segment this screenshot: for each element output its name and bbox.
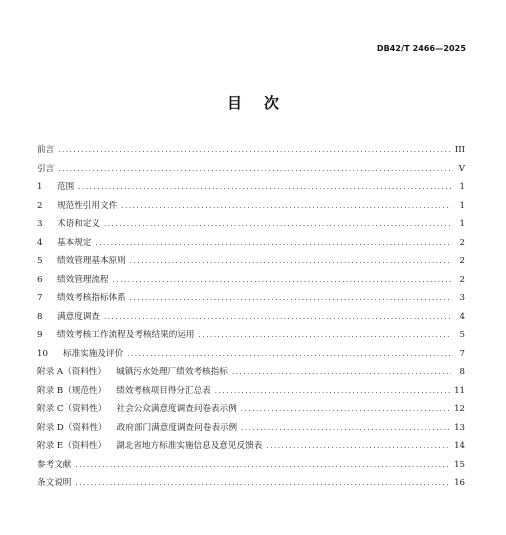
toc-dot-leader bbox=[130, 289, 451, 308]
toc-dot-leader bbox=[127, 345, 451, 364]
toc-dot-leader bbox=[215, 382, 450, 401]
toc-title-char-2: 次 bbox=[264, 94, 280, 112]
toc-entry-label: 绩效管理流程 bbox=[57, 274, 109, 285]
toc-entry-appendix-d[interactable] bbox=[37, 419, 465, 438]
toc-dot-leader bbox=[58, 141, 451, 160]
toc-entry-label: 术语和定义 bbox=[57, 219, 100, 229]
toc-dot-leader bbox=[241, 400, 450, 419]
toc-dot-leader bbox=[241, 419, 450, 438]
toc-entry-appendix-a[interactable] bbox=[37, 363, 465, 382]
toc-entry-page: 15 bbox=[454, 459, 465, 470]
toc-entry-number: 9 bbox=[37, 330, 43, 340]
toc-appendix-prefix: 附录 C（资料性） bbox=[37, 404, 107, 414]
toc-dot-leader bbox=[58, 160, 451, 179]
toc-dot-leader bbox=[232, 363, 451, 382]
toc-entry-number: 8 bbox=[37, 311, 43, 322]
toc-entry-label: 条文说明 bbox=[37, 478, 72, 488]
toc-entry-chapter-6[interactable] bbox=[37, 271, 465, 290]
toc-entry-page: 14 bbox=[454, 441, 465, 451]
toc-title-char-1: 目 bbox=[226, 94, 242, 112]
toc-entry-label: 政府部门满意度调查问卷表示例 bbox=[116, 422, 238, 433]
toc-entry-label: 绩效考核工作流程及考核结果的运用 bbox=[57, 330, 195, 340]
toc-entry-page: 16 bbox=[454, 478, 465, 488]
toc-entry-label: 范围 bbox=[57, 182, 75, 192]
toc-entry-foreword[interactable] bbox=[37, 141, 465, 160]
toc-entry-chapter-3[interactable] bbox=[37, 215, 465, 234]
toc-entry-appendix-c[interactable] bbox=[37, 400, 465, 419]
toc-dot-leader bbox=[78, 178, 451, 197]
toc-entry-page: 1 bbox=[459, 200, 465, 211]
toc-appendix-prefix: 附录 E（资料性） bbox=[37, 441, 107, 451]
toc-dot-leader bbox=[104, 215, 451, 234]
toc-dot-leader bbox=[95, 234, 451, 253]
toc-entry-page: III bbox=[454, 145, 465, 155]
toc-entry-page: 2 bbox=[459, 237, 465, 248]
toc-entry-number: 5 bbox=[37, 256, 43, 266]
toc-entry-label: 城镇污水处理厂绩效考核指标 bbox=[116, 367, 228, 377]
toc-appendix-prefix: 附录 A（资料性） bbox=[37, 367, 107, 377]
toc-dot-leader bbox=[266, 437, 450, 456]
toc-entry-number: 2 bbox=[37, 200, 43, 211]
toc-dot-leader bbox=[199, 326, 451, 345]
toc-entry-chapter-7[interactable] bbox=[37, 289, 465, 308]
toc-entry-page: 8 bbox=[459, 367, 465, 377]
toc-entry-page: 2 bbox=[459, 256, 465, 266]
toc-entry-page: 7 bbox=[459, 348, 465, 359]
toc-entry-number: 7 bbox=[37, 293, 43, 303]
toc-entry-explanation[interactable] bbox=[37, 474, 465, 493]
toc-entry-chapter-9[interactable] bbox=[37, 326, 465, 345]
toc-entry-label: 标准实施及评价 bbox=[63, 348, 124, 359]
toc-appendix-prefix: 附录 D（资料性） bbox=[37, 422, 107, 433]
toc-entry-label: 规范性引用文件 bbox=[57, 200, 118, 211]
toc-dot-leader bbox=[75, 456, 450, 475]
toc-dot-leader bbox=[121, 197, 451, 216]
toc-dot-leader bbox=[104, 308, 451, 327]
document-code: DB42/T 2466—2025 bbox=[376, 44, 466, 53]
toc-dot-leader bbox=[113, 271, 451, 290]
toc-entry-page: 5 bbox=[459, 330, 465, 340]
toc-entry-page: 11 bbox=[454, 385, 465, 396]
toc-entry-appendix-b[interactable] bbox=[37, 382, 465, 401]
toc-entry-label: 绩效管理基本原则 bbox=[57, 256, 126, 266]
toc-appendix-prefix: 附录 B（规范性） bbox=[37, 385, 107, 396]
toc-entry-page: V bbox=[458, 163, 465, 174]
toc-entry-label: 引言 bbox=[37, 163, 55, 174]
toc-entry-page: 4 bbox=[459, 311, 465, 322]
toc-entry-page: 2 bbox=[459, 274, 465, 285]
toc-entry-number: 10 bbox=[37, 348, 48, 359]
toc-entry-label: 湖北省地方标准实施信息及意见反馈表 bbox=[116, 441, 263, 451]
toc-dot-leader bbox=[75, 474, 450, 493]
toc-entry-page: 3 bbox=[459, 293, 465, 303]
toc-entry-introduction[interactable] bbox=[37, 160, 465, 179]
toc-entry-label: 满意度调查 bbox=[57, 311, 100, 322]
toc-entry-chapter-5[interactable] bbox=[37, 252, 465, 271]
toc-dot-leader bbox=[130, 252, 451, 271]
toc-entry-page: 1 bbox=[459, 182, 465, 192]
toc-entry-chapter-10[interactable] bbox=[37, 345, 465, 364]
toc-entry-label: 绩效考核指标体系 bbox=[57, 293, 126, 303]
toc-entry-chapter-2[interactable] bbox=[37, 197, 465, 216]
toc-entry-label: 基本规定 bbox=[57, 237, 92, 248]
toc-entry-label: 参考文献 bbox=[37, 459, 72, 470]
toc-entry-chapter-8[interactable] bbox=[37, 308, 465, 327]
toc-entry-chapter-4[interactable] bbox=[37, 234, 465, 253]
toc-entry-page: 12 bbox=[454, 404, 465, 414]
toc-entry-label: 绩效考核项目得分汇总表 bbox=[116, 385, 211, 396]
toc-entry-appendix-e[interactable] bbox=[37, 437, 465, 456]
toc-entry-number: 1 bbox=[37, 182, 43, 192]
toc-entry-number: 3 bbox=[37, 219, 43, 229]
toc-entry-label: 前言 bbox=[37, 145, 55, 155]
toc-entry-label: 社会公众满意度调查问卷表示例 bbox=[116, 404, 237, 414]
toc-entry-number: 4 bbox=[37, 237, 43, 248]
table-of-contents bbox=[37, 141, 465, 493]
toc-entry-chapter-1[interactable] bbox=[37, 178, 465, 197]
toc-entry-number: 6 bbox=[37, 274, 43, 285]
toc-entry-page: 13 bbox=[454, 422, 465, 433]
toc-title bbox=[0, 92, 506, 113]
toc-entry-references[interactable] bbox=[37, 456, 465, 475]
toc-entry-page: 1 bbox=[459, 219, 465, 229]
